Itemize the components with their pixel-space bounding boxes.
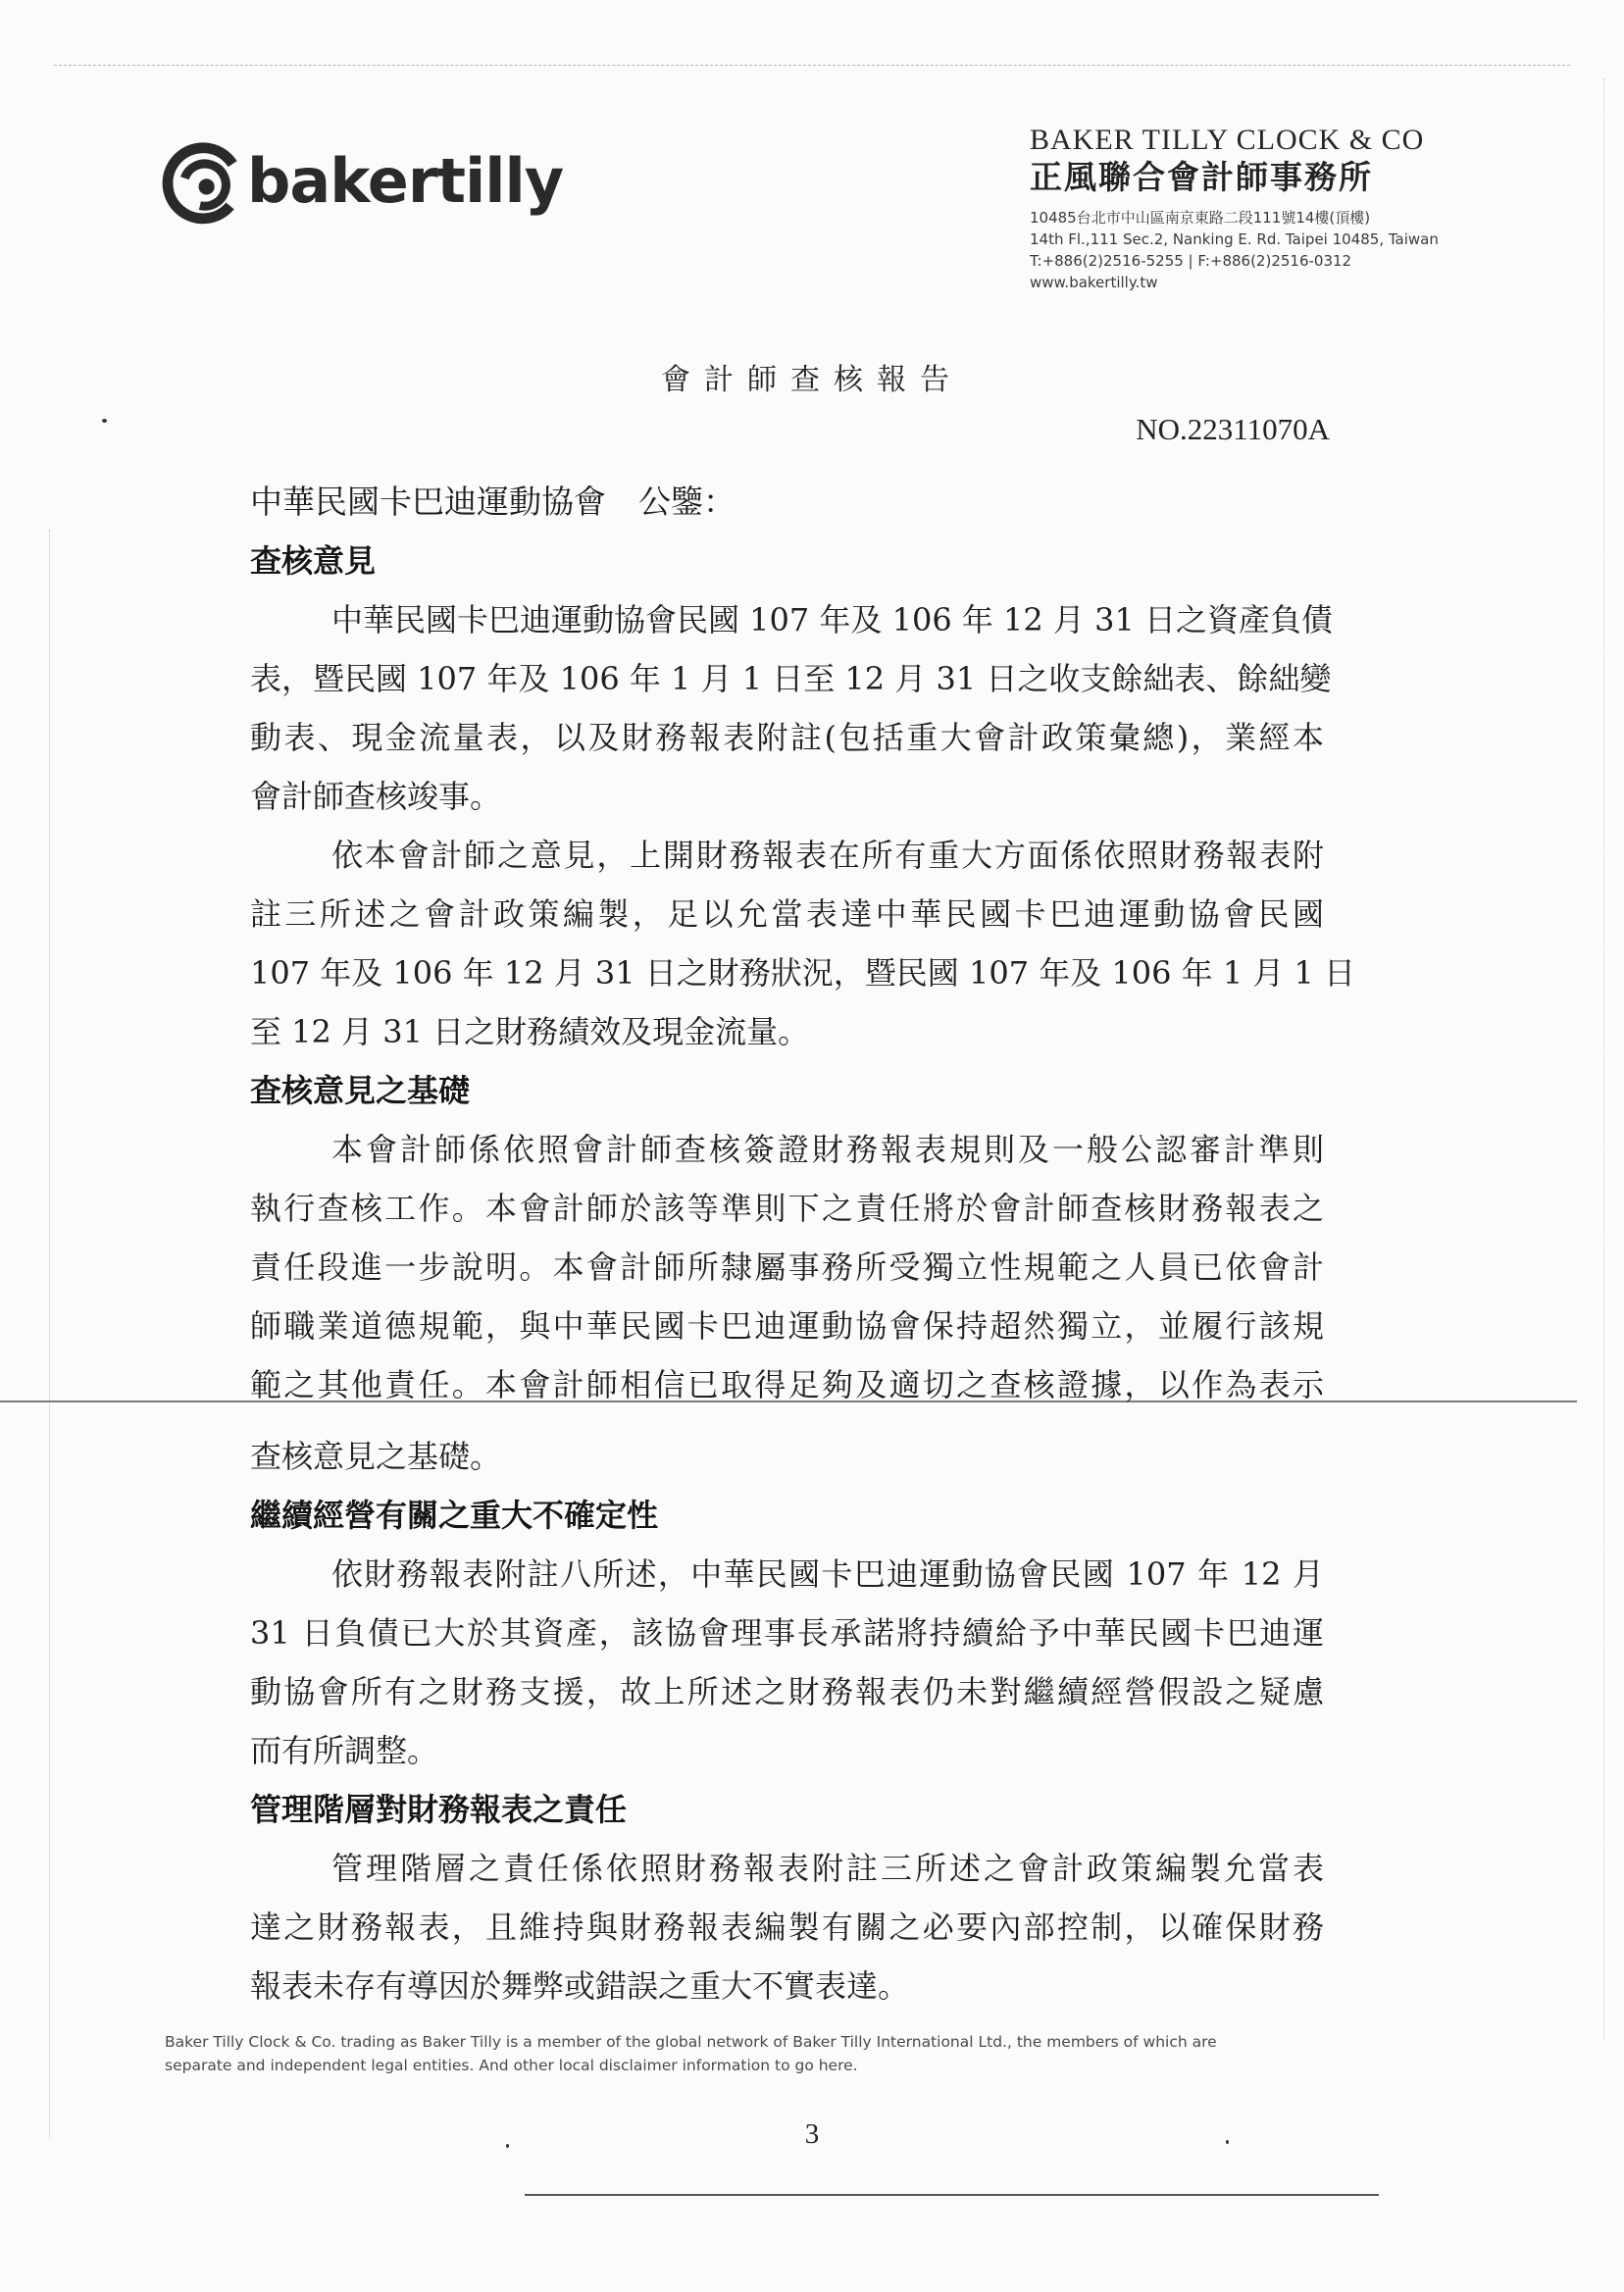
report-number: NO.22311070A xyxy=(1136,412,1330,446)
disclaimer-line: separate and independent legal entities. And other local disclaimer information to go here. xyxy=(165,2057,858,2074)
paragraph-line: 註三所述之會計政策編製，足以允當表達中華民國卡巴迪運動協會民國 xyxy=(250,895,1324,933)
bottom-rule xyxy=(525,2194,1379,2196)
report-body xyxy=(250,473,1356,1414)
paragraph-line: 表，暨民國 107 年及 106 年 1 月 1 日至 12 月 31 日之收支餘絀表、餘絀變 xyxy=(250,660,1332,697)
firm-name-en: BAKER TILLY CLOCK & CO xyxy=(1030,124,1425,156)
paragraph-line: 執行查核工作。本會計師於該等準則下之責任將於會計師查核財務報表之 xyxy=(250,1190,1324,1227)
paragraph-line: 責任段進一步說明。本會計師所隸屬事務所受獨立性規範之人員已依會計 xyxy=(250,1248,1324,1286)
bakertilly-logo xyxy=(159,137,563,226)
paragraph-line: 依本會計師之意見，上開財務報表在所有重大方面係依照財務報表附 xyxy=(331,837,1324,874)
section-heading-basis: 查核意見之基礎 xyxy=(250,1072,471,1109)
bakertilly-swirl-logo-icon xyxy=(159,137,247,226)
footer-disclaimer xyxy=(165,2030,1479,2077)
paragraph-line: 報表未存有導因於舞弊或錯誤之重大不實表達。 xyxy=(250,1967,910,2005)
paragraph-line: 師職業道德規範，與中華民國卡巴迪運動協會保持超然獨立，並履行該規 xyxy=(250,1307,1324,1345)
disclaimer-line: Baker Tilly Clock & Co. trading as Baker Tilly is a member of the global network of Baker Tilly International Ltd., the members of which are xyxy=(165,2033,1217,2051)
paragraph-line: 達之財務報表，且維持與財務報表編製有關之必要內部控制，以確保財務 xyxy=(250,1909,1324,1946)
firm-phone-fax: T:+886(2)2516-5255 | F:+886(2)2516-0312 xyxy=(1030,252,1352,271)
paragraph-line: 中華民國卡巴迪運動協會民國 107 年及 106 年 12 月 31 日之資產負債 xyxy=(331,601,1333,638)
paragraph-line: 動表、現金流量表，以及財務報表附註(包括重大會計政策彙總)，業經本 xyxy=(250,719,1324,756)
logo-text: bakertilly xyxy=(247,145,564,217)
firm-address-en: 14th Fl.,111 Sec.2, Nanking E. Rd. Taipei 10485, Taiwan xyxy=(1030,230,1439,249)
paragraph-line: 而有所調整。 xyxy=(250,1732,439,1769)
paragraph-line: 107 年及 106 年 12 月 31 日之財務狀況，暨民國 107 年及 106 年 1 月 1 日 xyxy=(250,954,1356,992)
scan-edge-line-left xyxy=(49,530,50,2138)
paragraph-line: 範之其他責任。本會計師相信已取得足夠及適切之查核證據，以作為表示 xyxy=(250,1366,1324,1403)
paragraph-line: 動協會所有之財務支援，故上所述之財務報表仍未對繼續經營假設之疑慮 xyxy=(250,1673,1324,1710)
report-body-continued xyxy=(250,1427,1324,2015)
paragraph-line: 管理階層之責任係依照財務報表附註三所述之會計政策編製允當表 xyxy=(331,1850,1324,1887)
scan-speck xyxy=(102,419,107,423)
section-heading-opinion: 查核意見 xyxy=(250,542,377,580)
paragraph-line: 會計師查核竣事。 xyxy=(250,778,502,815)
report-title: 會計師查核報告 xyxy=(661,363,963,397)
scan-edge-line xyxy=(54,65,1570,66)
paragraph-line: 查核意見之基礎。 xyxy=(250,1438,502,1475)
firm-address-zh: 10485台北市中山區南京東路二段111號14樓(頂樓) xyxy=(1030,209,1371,228)
firm-website: www.bakertilly.tw xyxy=(1030,274,1158,292)
page-number: 3 xyxy=(804,2118,820,2150)
paragraph-line: 依財務報表附註八所述，中華民國卡巴迪運動協會民國 107 年 12 月 xyxy=(331,1555,1324,1593)
firm-info xyxy=(1030,124,1461,293)
paragraph-line: 本會計師係依照會計師查核簽證財務報表規則及一般公認審計準則 xyxy=(331,1131,1324,1168)
addressee: 中華民國卡巴迪運動協會 公鑒： xyxy=(250,483,736,521)
section-heading-management: 管理階層對財務報表之責任 xyxy=(250,1791,628,1828)
paragraph-line: 31 日負債已大於其資產，該協會理事長承諾將持續給予中華民國卡巴迪運 xyxy=(250,1614,1324,1652)
firm-name-zh: 正風聯合會計師事務所 xyxy=(1030,158,1373,196)
section-heading-going-concern: 繼續經營有關之重大不確定性 xyxy=(250,1497,659,1534)
paragraph-line: 至 12 月 31 日之財務績效及現金流量。 xyxy=(250,1013,810,1050)
